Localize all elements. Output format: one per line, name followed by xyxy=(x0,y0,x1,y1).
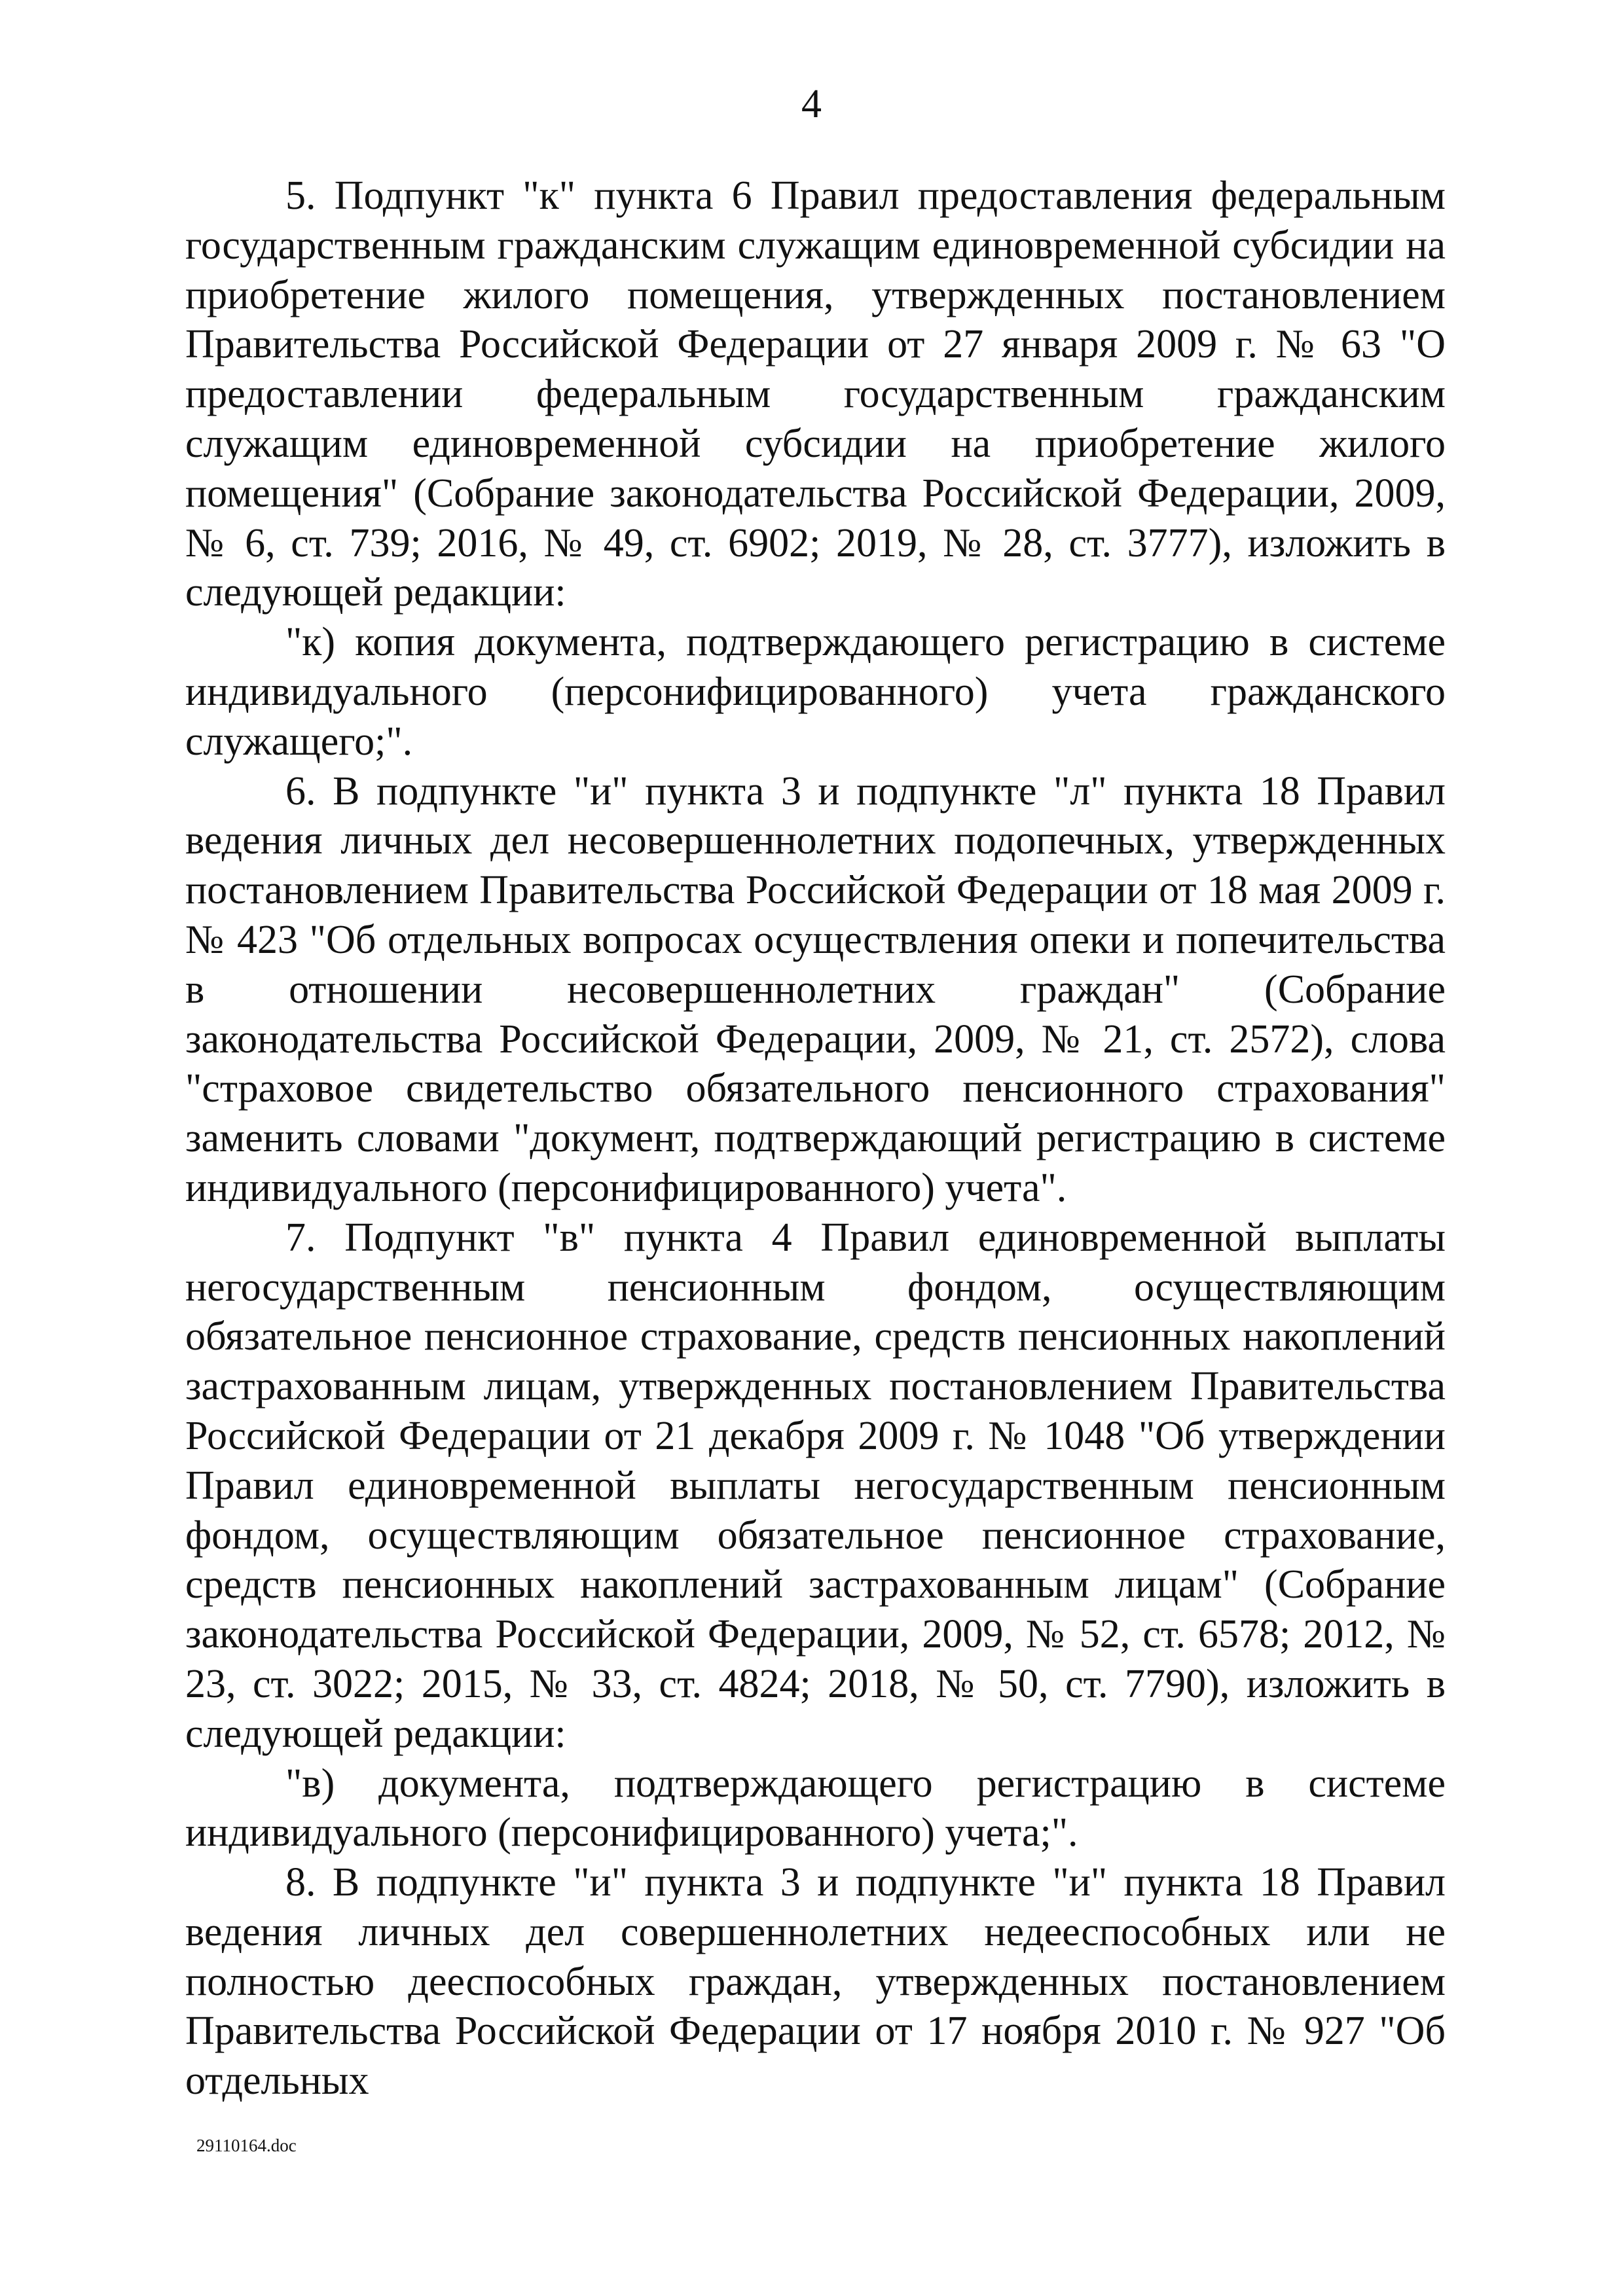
page-number: 4 xyxy=(801,82,822,126)
document-code: 29110164.doc xyxy=(196,2136,297,2155)
paragraph-item-7: 7. Подпункт "в" пункта 4 Правил единовременной выплаты негосударственным пенсионным фондом, осуществляющим обязательное пенсионное страхование, средств пенсионных накоплений застрахованным лицам, утвержденных постановлением Правительства Российской Федерации от 21 декабря 2009 г. № 1048 "Об утверждении Правил единовременной выплаты негосударственным пенсионным фондом, осуществляющим обязательное пенсионное страхование, средств пенсионных накоплений застрахованным лицам" (Собрание законодательства Российской Федерации, 2009, № 52, ст. 6578; 2012, № 23, ст. 3022; 2015, № 33, ст. 4824; 2018, № 50, ст. 7790), изложить в следующей редакции: xyxy=(185,1215,1446,1756)
paragraph-item-6: 6. В подпункте "и" пункта 3 и подпункте "л" пункта 18 Правил ведения личных дел несовершеннолетних подопечных, утвержденных постановлением Правительства Российской Федерации от 18 мая 2009 г. № 423 "Об отдельных вопросах осуществления опеки и попечительства в отношении несовершеннолетних граждан" (Собрание законодательства Российской Федерации, 2009, № 21, ст. 2572), слова "страховое свидетельство обязательного пенсионного страхования" заменить словами "документ, подтверждающий регистрацию в системе индивидуального (персонифицированного) учета". xyxy=(185,768,1446,1210)
paragraph-item-5-quote: "к) копия документа, подтверждающего регистрацию в системе индивидуального (персонифицированного) учета гражданского служащего;". xyxy=(185,620,1446,764)
paragraph-item-7-quote: "в) документа, подтверждающего регистрацию в системе индивидуального (персонифицированного) учета;". xyxy=(185,1761,1446,1856)
document-body xyxy=(185,171,1446,2106)
paragraph-item-8: 8. В подпункте "и" пункта 3 и подпункте "и" пункта 18 Правил ведения личных дел совершеннолетних недееспособных или не полностью дееспособных граждан, утвержденных постановлением Правительства Российской Федерации от 17 ноября 2010 г. № 927 "Об отдельных xyxy=(185,1860,1446,2104)
paragraph-item-5: 5. Подпункт "к" пункта 6 Правил предоставления федеральным государственным гражданским служащим единовременной субсидии на приобретение жилого помещения, утвержденных постановлением Правительства Российской Федерации от 27 января 2009 г. № 63 "О предоставлении федеральным государственным гражданским служащим единовременной субсидии на приобретение жилого помещения" (Собрание законодательства Российской Федерации, 2009, № 6, ст. 739; 2016, № 49, ст. 6902; 2019, № 28, ст. 3777), изложить в следующей редакции: xyxy=(185,173,1446,615)
